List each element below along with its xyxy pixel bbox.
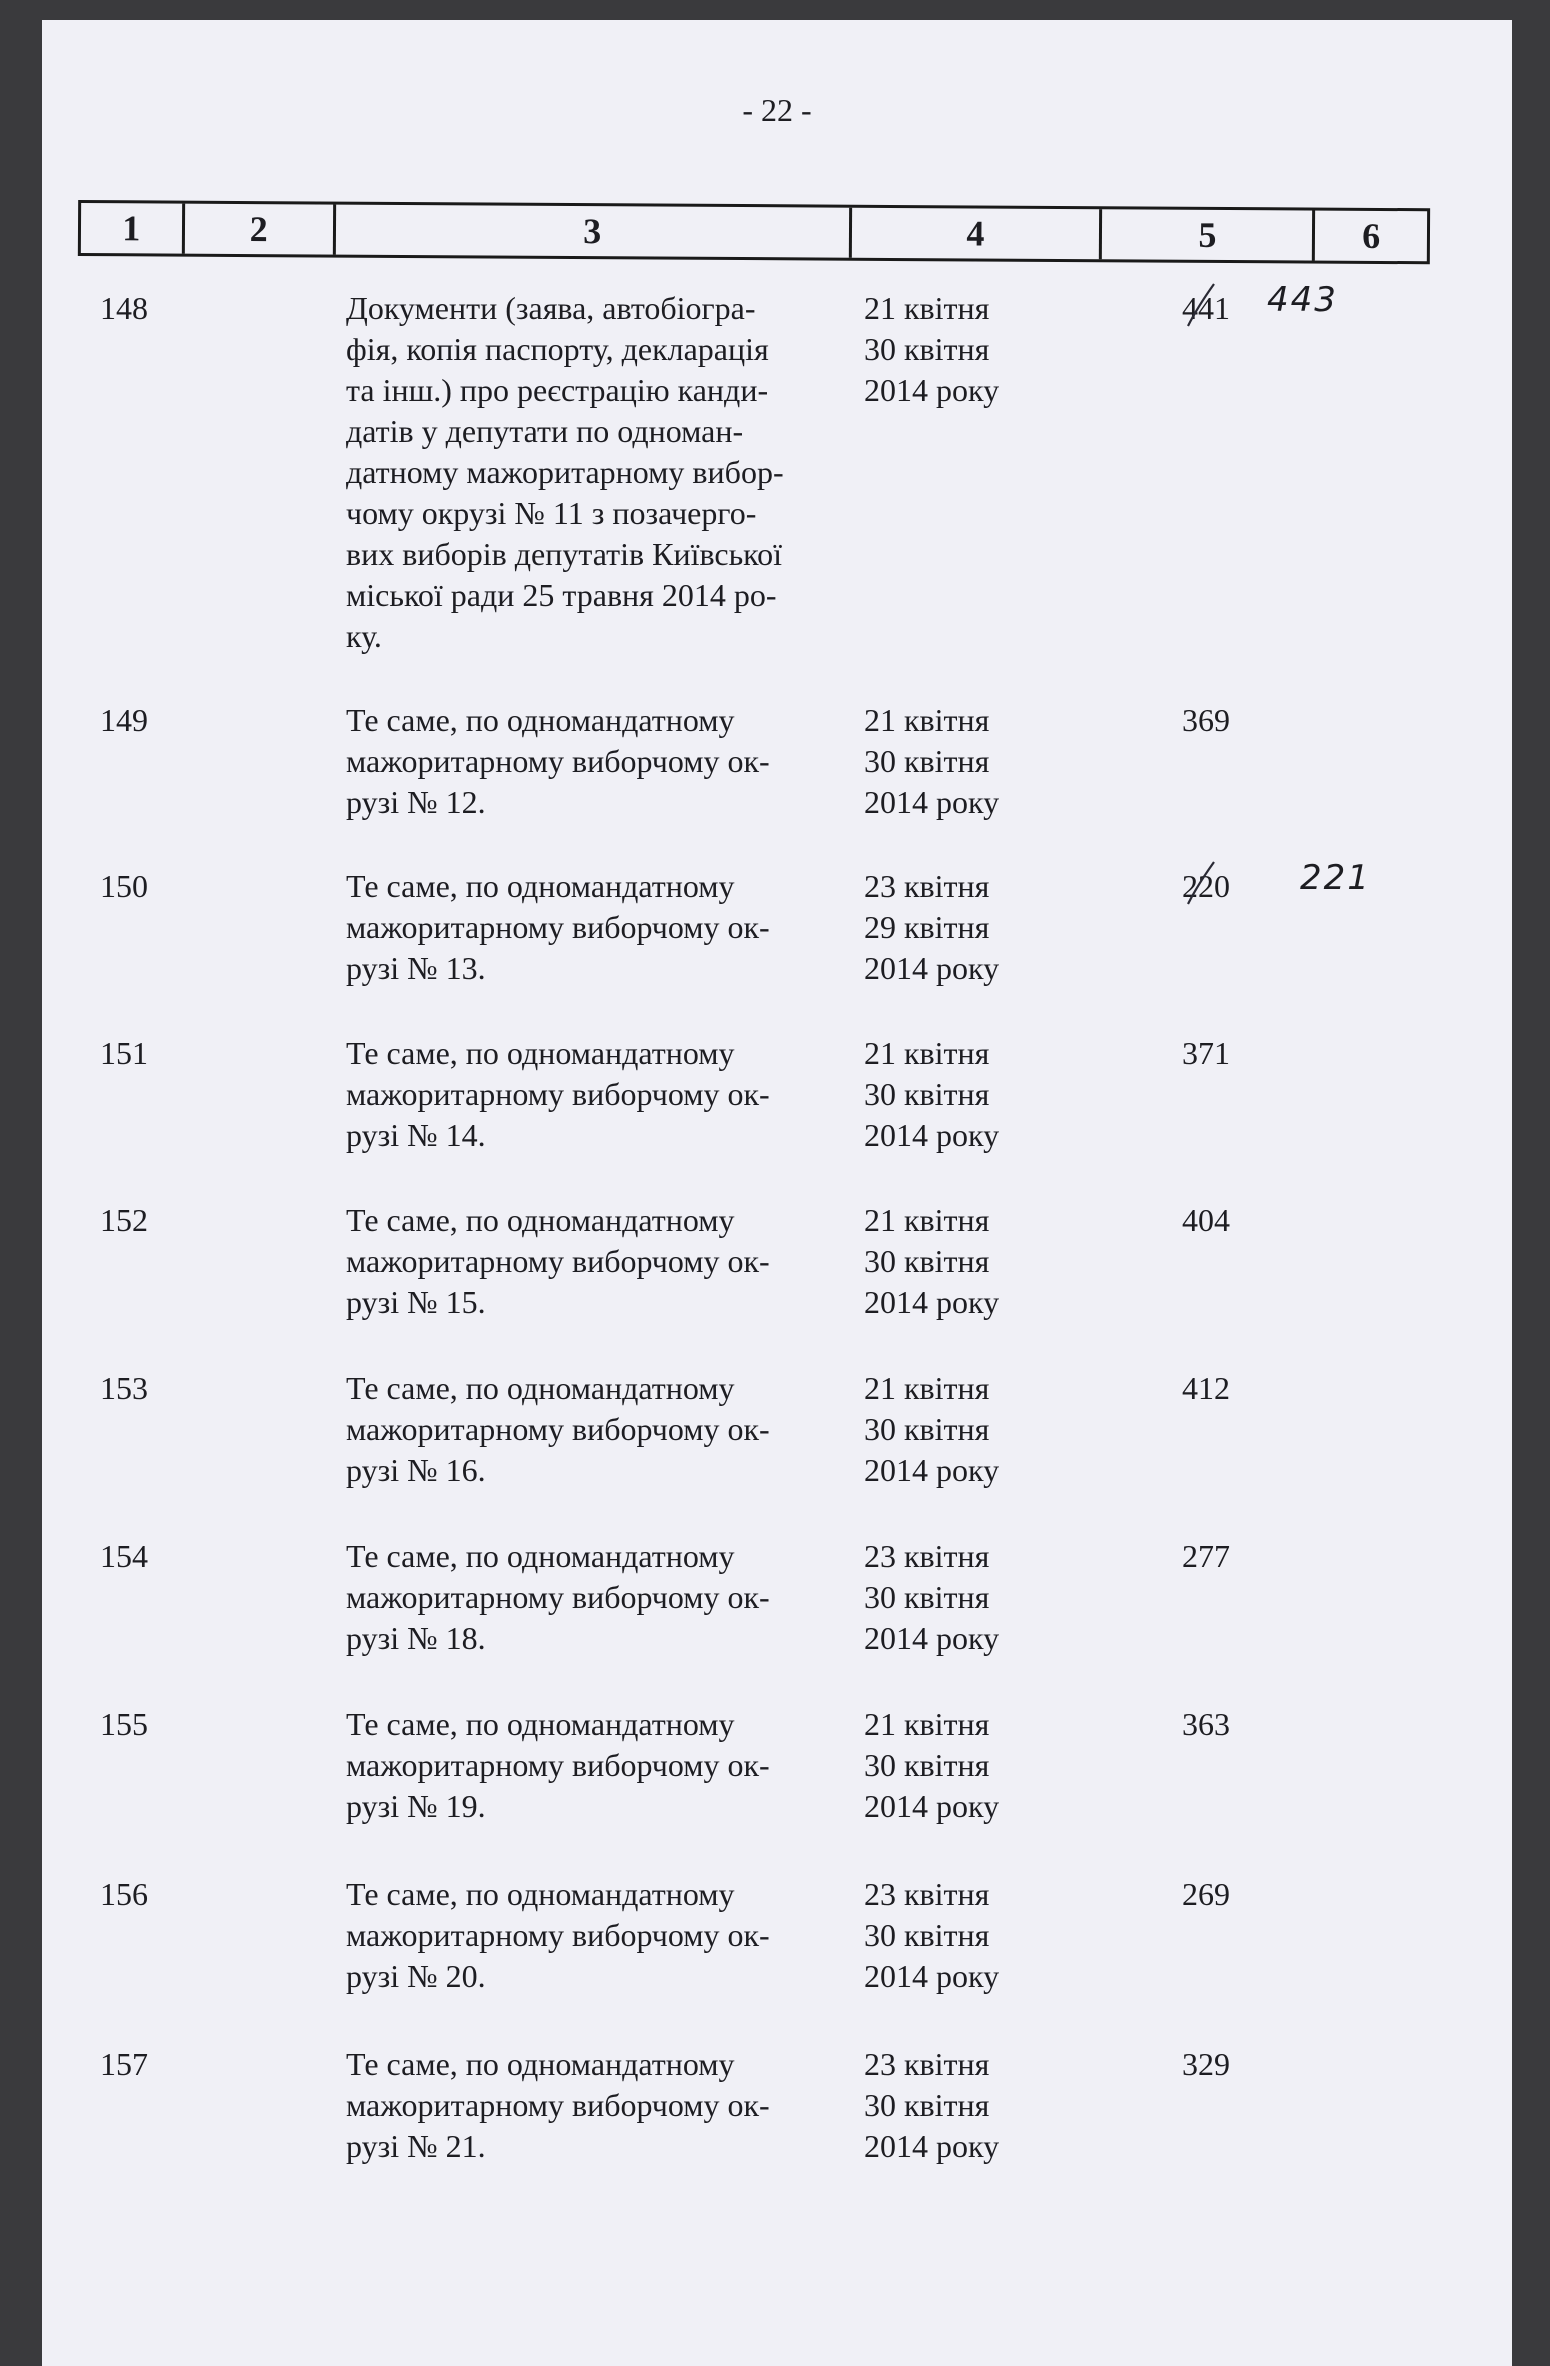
row-dates (864, 1704, 1044, 1827)
description-line: Те саме, по одномандатному (346, 1370, 735, 1406)
row-number: 149 (100, 702, 148, 738)
row-description (346, 1033, 856, 1156)
row-dates (864, 1874, 1044, 1997)
header-col-1: 1 (81, 203, 185, 254)
description-line: та інш.) про реєстрацію канди- (346, 372, 769, 408)
count-value (1182, 1033, 1230, 1074)
row-number: 148 (100, 290, 148, 326)
description-line: мажоритарному виборчому ок- (346, 1917, 770, 1953)
description-line: Те саме, по одномандатному (346, 1876, 735, 1912)
row-sheet-count (1182, 288, 1272, 329)
description-line: рузі № 20. (346, 1958, 486, 1994)
date-line: 2014 року (864, 784, 1000, 820)
date-line: 30 квітня (864, 1917, 990, 1953)
row-sheet-count (1182, 1536, 1272, 1577)
date-line: 30 квітня (864, 2087, 990, 2123)
row-dates (864, 1368, 1044, 1491)
row-number: 157 (100, 2046, 148, 2082)
row-sheet-count (1182, 1200, 1272, 1241)
description-line: мажоритарному виборчому ок- (346, 1411, 770, 1447)
table-header (78, 200, 1430, 264)
date-line: 21 квітня (864, 1202, 990, 1238)
description-line: чому окрузі № 11 з позачерго- (346, 495, 757, 531)
date-line: 23 квітня (864, 1538, 990, 1574)
count-text: 277 (1182, 1538, 1230, 1574)
description-line: рузі № 21. (346, 2128, 486, 2164)
count-text: 363 (1182, 1706, 1230, 1742)
date-line: 21 квітня (864, 290, 990, 326)
row-sheet-count (1182, 700, 1272, 741)
date-line: 30 квітня (864, 1747, 990, 1783)
description-line: міської ради 25 травня 2014 ро- (346, 577, 777, 613)
row-description (346, 2044, 856, 2167)
date-line: 30 квітня (864, 331, 990, 367)
date-line: 30 квітня (864, 1243, 990, 1279)
count-text: 329 (1182, 2046, 1230, 2082)
row-dates (864, 700, 1044, 823)
row-description (346, 1536, 856, 1659)
description-line: мажоритарному виборчому ок- (346, 1747, 770, 1783)
description-line: мажоритарному виборчому ок- (346, 1076, 770, 1112)
row-number: 152 (100, 1202, 148, 1238)
count-text: 369 (1182, 702, 1230, 738)
row-dates (864, 1200, 1044, 1323)
row-number: 155 (100, 1706, 148, 1742)
description-line: Документи (заява, автобіогра- (346, 290, 756, 326)
description-line: мажоритарному виборчому ок- (346, 2087, 770, 2123)
description-line: рузі № 18. (346, 1620, 486, 1656)
description-line: Те саме, по одномандатному (346, 2046, 735, 2082)
description-line: датів у депутати по одноман- (346, 413, 744, 449)
date-line: 2014 року (864, 1284, 1000, 1320)
row-sheet-count (1182, 1704, 1272, 1745)
count-text: 269 (1182, 1876, 1230, 1912)
header-col-4: 4 (851, 208, 1102, 260)
row-number: 153 (100, 1370, 148, 1406)
date-line: 2014 року (864, 1788, 1000, 1824)
date-line: 23 квітня (864, 868, 990, 904)
date-line: 21 квітня (864, 702, 990, 738)
row-dates (864, 2044, 1044, 2167)
description-line: рузі № 12. (346, 784, 486, 820)
struck-count (1182, 866, 1230, 907)
date-line: 2014 року (864, 1958, 1000, 1994)
date-line: 29 квітня (864, 909, 990, 945)
row-sheet-count (1182, 1874, 1272, 1915)
description-line: Те саме, по одномандатному (346, 1035, 735, 1071)
date-line: 2014 року (864, 1117, 1000, 1153)
count-value (1182, 1200, 1230, 1241)
description-line: ку. (346, 618, 382, 654)
count-text: 220 (1182, 868, 1230, 904)
description-line: мажоритарному виборчому ок- (346, 909, 770, 945)
description-line: Те саме, по одномандатному (346, 1202, 735, 1238)
document-page (42, 20, 1512, 2366)
description-line: рузі № 16. (346, 1452, 486, 1488)
date-line: 30 квітня (864, 743, 990, 779)
row-dates (864, 1033, 1044, 1156)
date-line: 2014 року (864, 2128, 1000, 2164)
row-description (346, 866, 856, 989)
date-line: 30 квітня (864, 1411, 990, 1447)
description-line: рузі № 13. (346, 950, 486, 986)
description-line: фія, копія паспорту, декларація (346, 331, 769, 367)
count-text: 404 (1182, 1202, 1230, 1238)
count-text: 412 (1182, 1370, 1230, 1406)
row-dates (864, 1536, 1044, 1659)
description-line: Те саме, по одномандатному (346, 702, 735, 738)
date-line: 2014 року (864, 1452, 1000, 1488)
row-dates (864, 866, 1044, 989)
handwritten-correction: 221 (1300, 858, 1371, 898)
count-text: 371 (1182, 1035, 1230, 1071)
count-value (1182, 1704, 1230, 1745)
description-line: Те саме, по одномандатному (346, 1538, 735, 1574)
header-col-5: 5 (1102, 209, 1315, 260)
description-line: мажоритарному виборчому ок- (346, 1579, 770, 1615)
description-line: мажоритарному виборчому ок- (346, 1243, 770, 1279)
page-number: - 22 - (742, 92, 812, 128)
struck-count (1182, 288, 1230, 329)
row-dates (864, 288, 1044, 411)
row-description (346, 1704, 856, 1827)
row-description (346, 1368, 856, 1491)
description-line: Те саме, по одномандатному (346, 868, 735, 904)
row-description (346, 1874, 856, 1997)
handwritten-correction: 443 (1267, 280, 1338, 320)
row-description (346, 1200, 856, 1323)
row-number: 156 (100, 1876, 148, 1912)
header-col-2: 2 (184, 204, 336, 255)
date-line: 23 квітня (864, 1876, 990, 1912)
row-sheet-count (1182, 1033, 1272, 1074)
row-sheet-count (1182, 866, 1272, 907)
count-value (1182, 2044, 1230, 2085)
row-number: 150 (100, 868, 148, 904)
count-value (1182, 1536, 1230, 1577)
count-value (1182, 1368, 1230, 1409)
description-line: мажоритарному виборчому ок- (346, 743, 770, 779)
description-line: рузі № 15. (346, 1284, 486, 1320)
row-number: 154 (100, 1538, 148, 1574)
date-line: 23 квітня (864, 2046, 990, 2082)
date-line: 2014 року (864, 950, 1000, 986)
date-line: 2014 року (864, 1620, 1000, 1656)
row-number: 151 (100, 1035, 148, 1071)
date-line: 21 квітня (864, 1370, 990, 1406)
description-line: датному мажоритарному вибор- (346, 454, 784, 490)
description-line: вих виборів депутатів Київської (346, 536, 782, 572)
date-line: 30 квітня (864, 1579, 990, 1615)
count-text: 441 (1182, 290, 1230, 326)
date-line: 21 квітня (864, 1706, 990, 1742)
date-line: 21 квітня (864, 1035, 990, 1071)
description-line: рузі № 14. (346, 1117, 486, 1153)
row-sheet-count (1182, 1368, 1272, 1409)
row-description (346, 700, 856, 823)
row-sheet-count (1182, 2044, 1272, 2085)
description-line: Те саме, по одномандатному (346, 1706, 735, 1742)
row-description (346, 288, 856, 657)
description-line: рузі № 19. (346, 1788, 486, 1824)
header-col-3: 3 (336, 205, 852, 258)
header-col-6: 6 (1362, 215, 1381, 256)
count-value (1182, 1874, 1230, 1915)
count-value (1182, 700, 1230, 741)
date-line: 30 квітня (864, 1076, 990, 1112)
date-line: 2014 року (864, 372, 1000, 408)
